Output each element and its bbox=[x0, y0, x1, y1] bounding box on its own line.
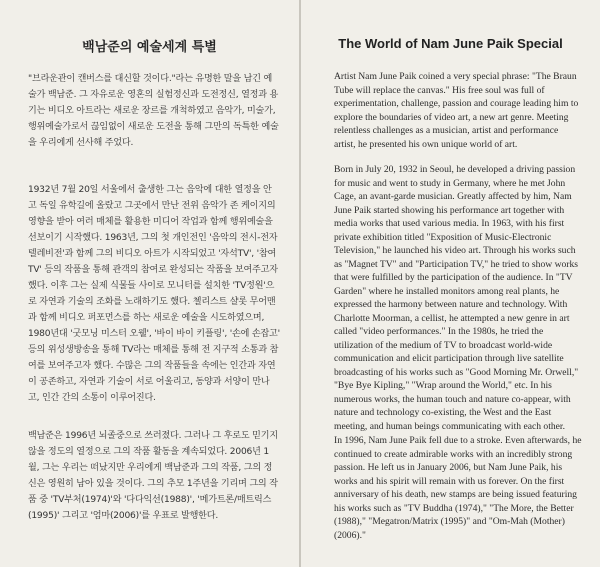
korean-paragraph-2 bbox=[28, 182, 280, 406]
korean-paragraph-1-text: "브라운관이 캔버스를 대신할 것이다."라는 유명한 말을 남긴 예술가 백남준. 그 자유로운 영혼의 실험정신과 도전정신, 열정과 용기는 비디오 아트라는 새로운 장르를 개척하였고 음악가, 미술가, 행위예술가로서 끊임없이 새로운 도전을 통해 그만의 독특한 예술을 우리에게 선사해 주었다. bbox=[28, 74, 279, 148]
english-paragraph-1 bbox=[334, 70, 582, 151]
english-paragraph-3-text: In 1996, Nam June Paik fell due to a stroke. Even afterwards, he continued to create admirable works with an incredibly strong passion. He left us in January 2006, but Nam June Paik, his works and his spirit will remain with us forever. On the first anniversary of his death, new stamps are being issued featuring his works such as "TV Buddha (1974)," "The More, the Better (1988)," "Megatron/Matrix (1995)" and "Om-Mah (Mother) (2006)." bbox=[334, 435, 582, 541]
english-paragraph-2 bbox=[334, 163, 582, 433]
korean-paragraph-1 bbox=[28, 71, 280, 151]
korean-paragraph-3 bbox=[28, 428, 280, 524]
korean-title: 백남준의 예술세계 특별 bbox=[82, 40, 217, 55]
english-paragraph-3 bbox=[334, 434, 582, 542]
english-title: The World of Nam June Paik Special bbox=[338, 36, 563, 51]
english-paragraph-2-text: Born in July 20, 1932 in Seoul, he developed a driving passion for music and went to study in Germany, where he met John Cage, an avant-garde musician. Greatly affected by him, Nam June Paik started showing his performance art together with media works that used various media. In 1963, with his first private exhibition titled "Exposition of Music-Electronic Television," he launched his video art. Through his works such as "Magnet TV" and "Participation TV," he tried to show works that were fulfilled by the participation of the audience. In "TV Garden" where he installed monitors among real plants, he expressed the harmony between nature and technology. With Charlotte Moorman, a cellist, he attempted a new genre in art called "video performances." In the 1980s, he tried the utilization of the medium of TV to broadcast world-wide communication and elicit participation through live satellite broadcasting of his works such as "Good Morning Mr. Orwell," "Bye Bye Kipling," "Wrap around the World," etc. In his numerous works, the human touch and nature co-appear, with nature and technology co-existing, the West and the East meeting, and human beings communicating with each other. bbox=[334, 164, 579, 432]
korean-column bbox=[0, 0, 299, 567]
english-paragraph-1-text: Artist Nam June Paik coined a very special phrase: "The Braun Tube will replace the canvas." His free soul was full of experimentation, challenge, passion and courage leading him to explore the boundaries of video art, a new art genre. Meeting relentless challenges as a musician, artist and performance artist, he presented his own unique world of art. bbox=[334, 71, 579, 150]
english-column bbox=[301, 0, 600, 567]
korean-paragraph-3-text: 백남준은 1996년 뇌졸중으로 쓰러졌다. 그러나 그 후로도 믿기지 않을 정도의 열정으로 그의 작품 활동을 계속되었다. 2006년 1월, 그는 우리는 떠났지만 우리에게 백남준과 그의 작품, 그의 정신은 영원히 남아 있을 것이다. 그의 추모 1주년을 기리며 그의 작품 중 'TV부처(1974)'와 '다다익선(1988)', '메가트론/매트릭스(1995)' 그리고 '엄마(2006)'를 우표로 발행한다. bbox=[28, 431, 278, 521]
korean-paragraph-2-text: 1932년 7월 20일 서울에서 출생한 그는 음악에 대한 열정을 안고 독일 유학길에 올랐고 그곳에서 만난 전위 음악가 존 케이지의 영향을 받아 여러 매체를 활용한 미디어 작업과 함께 행위예술을 선보이기 시작했다. 1963년, 그의 첫 개인전인 '음악의 전시-전자텔레비전'과 함께 그의 비디오 아트가 시작되었고 '자석TV', '참여TV' 등의 작품을 통해 관객의 참여로 완성되는 작품을 보여주고자 했다. 이후 그는 실제 식물들 사이로 모니터를 설치한 'TV정원'으로 자연과 기술의 조화를 노래하기도 했다. 첼리스트 샬롯 무어맨과 함께 비디오 퍼포먼스를 하는 새로운 예술을 시도하였으며, 1980년대 '굿모닝 미스터 오웰', '바이 바이 키플링', '손에 손잡고' 등의 위성생방송을 통해 TV라는 매체를 통해 전 지구적 소통과 참여를 보여주고자 했다. 수많은 그의 작품들을 속에는 인간과 자연이 공존하고, 자연과 기술이 서로 어울리고, 동양과 서양이 만나고, 인간 간의 소통이 이루어진다. bbox=[28, 185, 280, 403]
